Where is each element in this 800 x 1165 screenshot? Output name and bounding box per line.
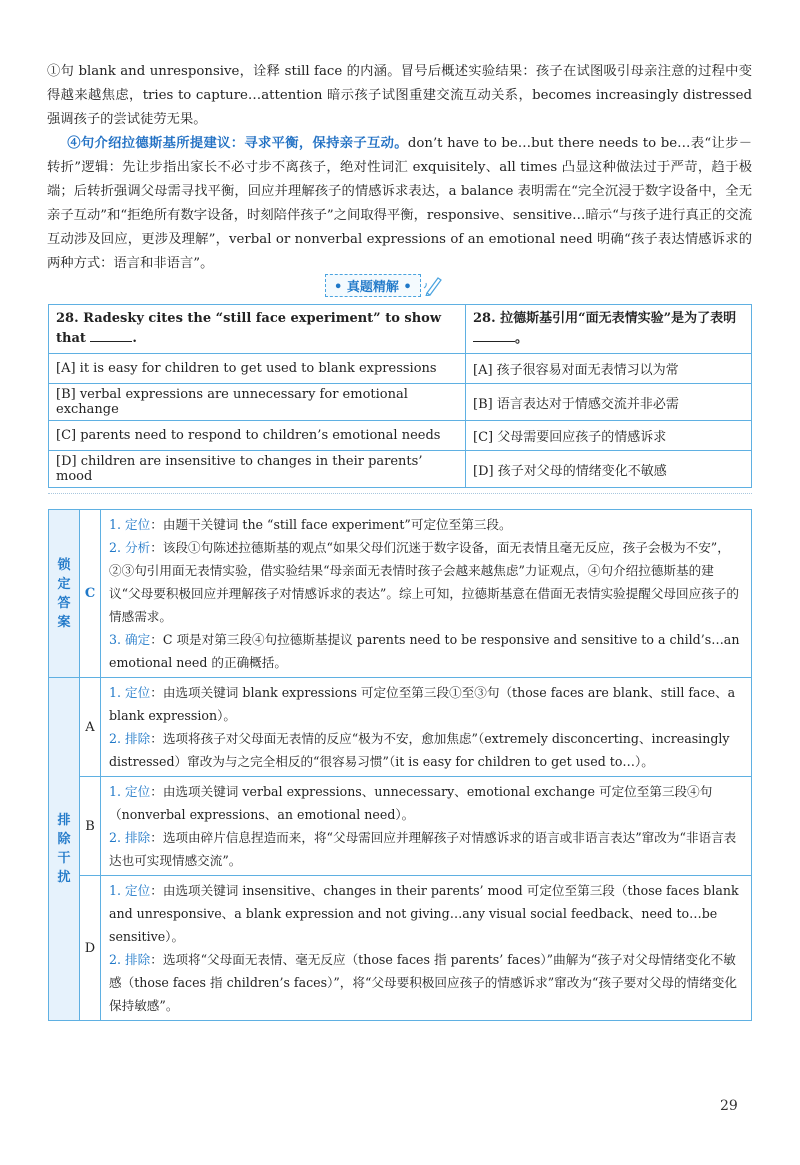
answer-letter: C bbox=[80, 510, 101, 678]
step-locate-label: 1. 定位 bbox=[109, 517, 151, 532]
intro-paragraph-2-body: don’t have to be…but there needs to be…表“让步－转折”逻辑：先让步指出家长不必寸步不离孩子，绝对性词汇 exquisitely、all times 凸显这种做法过于严苛，趋于极端；后转折强调父母需寻找平衡，回应并理解孩子的情感诉求表达，a balance 表明需在“完全沉浸于数字设备中，全无亲子互动”和“拒绝所有数字设备，时刻陪伴孩子”之间取得平衡，responsive、sensitive…暗示“与孩子进行真正的交流互动涉及回应，更涉及理解”，verbal or nonverbal expressions of an emotional need 明确“孩子表达情感诉求的两种方式：语言和非语言”。 bbox=[47, 136, 752, 271]
intro-paragraph-1: ①句 blank and unresponsive，诠释 still face 的内涵。冒号后概述实验结果：孩子在试图吸引母亲注意的过程中变得越来越焦虑，tries to capture…attention 暗示孩子试图重建交流互动关系，becomes increasingly distressed 强调孩子的尝试徒劳无果。 bbox=[47, 64, 752, 127]
distractor-explanation: 1. 定位：由选项关键词 verbal expressions、unnecessary、emotional exchange 可定位至第三段④句（nonverbal expressions、an emotional need）。 2. 排除：选项由碎片信息捏造而来，将“父母需回应并理解孩子对情感诉求的语言或非语言表达”窜改为“非语言表达也可实现情感交流”。 bbox=[101, 777, 752, 876]
answer-blank-zh bbox=[473, 341, 515, 342]
question-row bbox=[49, 305, 752, 354]
answer-explanation: 1. 定位：由题干关键词 the “still face experiment”可定位至第三段。 2. 分析：该段①句陈述拉德斯基的观点“如果父母们沉迷于数字设备，面无表情且毫无反应，孩子会极为不安”，②③句引用面无表情实验，借实验结果“母亲面无表情时孩子会越来越焦虑”力证观点，④句介绍拉德斯基的建议“父母要积极回应并理解孩子对情感诉求的表达”。综上可知，拉德斯基意在借面无表情实验提醒父母回应孩子的情感需求。 3. 确定：C 项是对第三段④句拉德斯基提议 parents need to be responsive and sensitive to a child’s…an emotional need 的正确概括。 bbox=[101, 510, 752, 678]
question-zh: 28. 拉德斯基引用“面无表情实验”是为了表明。 bbox=[466, 305, 752, 354]
question-en: 28. Radesky cites the “still face experiment” to show that . bbox=[49, 305, 466, 354]
option-c-en: [C] parents need to respond to children’s emotional needs bbox=[49, 421, 466, 451]
distractor-letter: D bbox=[80, 876, 101, 1021]
option-a-en: [A] it is easy for children to get used to blank expressions bbox=[49, 354, 466, 384]
distractor-label: 排除干扰 bbox=[49, 678, 80, 1021]
pen-icon bbox=[423, 274, 443, 296]
intro-analysis bbox=[47, 60, 752, 276]
section-banner bbox=[325, 271, 443, 299]
option-b-zh: [B] 语言表达对于情感交流并非必需 bbox=[466, 384, 752, 421]
answer-label: 锁定答案 bbox=[49, 510, 80, 678]
option-c-zh: [C] 父母需要回应孩子的情感诉求 bbox=[466, 421, 752, 451]
banner-title: • 真题精解 • bbox=[325, 274, 421, 297]
answer-blank bbox=[90, 341, 132, 342]
option-b-en: [B] verbal expressions are unnecessary for emotional exchange bbox=[49, 384, 466, 421]
step-confirm-label: 3. 确定 bbox=[109, 632, 151, 647]
question-table bbox=[48, 304, 752, 488]
distractor-row-a bbox=[49, 678, 752, 777]
option-row bbox=[49, 451, 752, 488]
step-analyze-label: 2. 分析 bbox=[109, 540, 151, 555]
distractor-letter: A bbox=[80, 678, 101, 777]
option-row bbox=[49, 354, 752, 384]
option-row bbox=[49, 421, 752, 451]
answer-row bbox=[49, 510, 752, 678]
answer-analysis-table bbox=[48, 509, 752, 1021]
intro-highlight: ④句介绍拉德斯基所提建议：寻求平衡，保持亲子互动。 bbox=[66, 136, 408, 151]
distractor-row-b bbox=[49, 777, 752, 876]
option-d-en: [D] children are insensitive to changes in their parents’ mood bbox=[49, 451, 466, 488]
option-row bbox=[49, 384, 752, 421]
page-number: 29 bbox=[720, 1098, 738, 1114]
option-a-zh: [A] 孩子很容易对面无表情习以为常 bbox=[466, 354, 752, 384]
distractor-explanation: 1. 定位：由选项关键词 insensitive、changes in their parents’ mood 可定位至第三段（those faces blank and unresponsive、a blank expression and not giving…any visual social feedback、need to…be sensitive）。 2. 排除：选项将“父母面无表情、毫无反应（those faces 指 parents’ faces）”曲解为“孩子对父母情绪变化不敏感（those faces 指 children’s faces）”，将“父母要积极回应孩子的情感诉求”窜改为“孩子要对父母的情绪变化保持敏感”。 bbox=[101, 876, 752, 1021]
intro-paragraph-2 bbox=[47, 132, 752, 276]
divider bbox=[48, 493, 752, 494]
distractor-row-d bbox=[49, 876, 752, 1021]
distractor-letter: B bbox=[80, 777, 101, 876]
distractor-explanation: 1. 定位：由选项关键词 blank expressions 可定位至第三段①至③句（those faces are blank、still face、a blank expression）。 2. 排除：选项将孩子对父母面无表情的反应“极为不安，愈加焦虑”（extremely disconcerting、increasingly distressed）窜改为与之完全相反的“很容易习惯”（it is easy for children to get used to…）。 bbox=[101, 678, 752, 777]
option-d-zh: [D] 孩子对父母的情绪变化不敏感 bbox=[466, 451, 752, 488]
